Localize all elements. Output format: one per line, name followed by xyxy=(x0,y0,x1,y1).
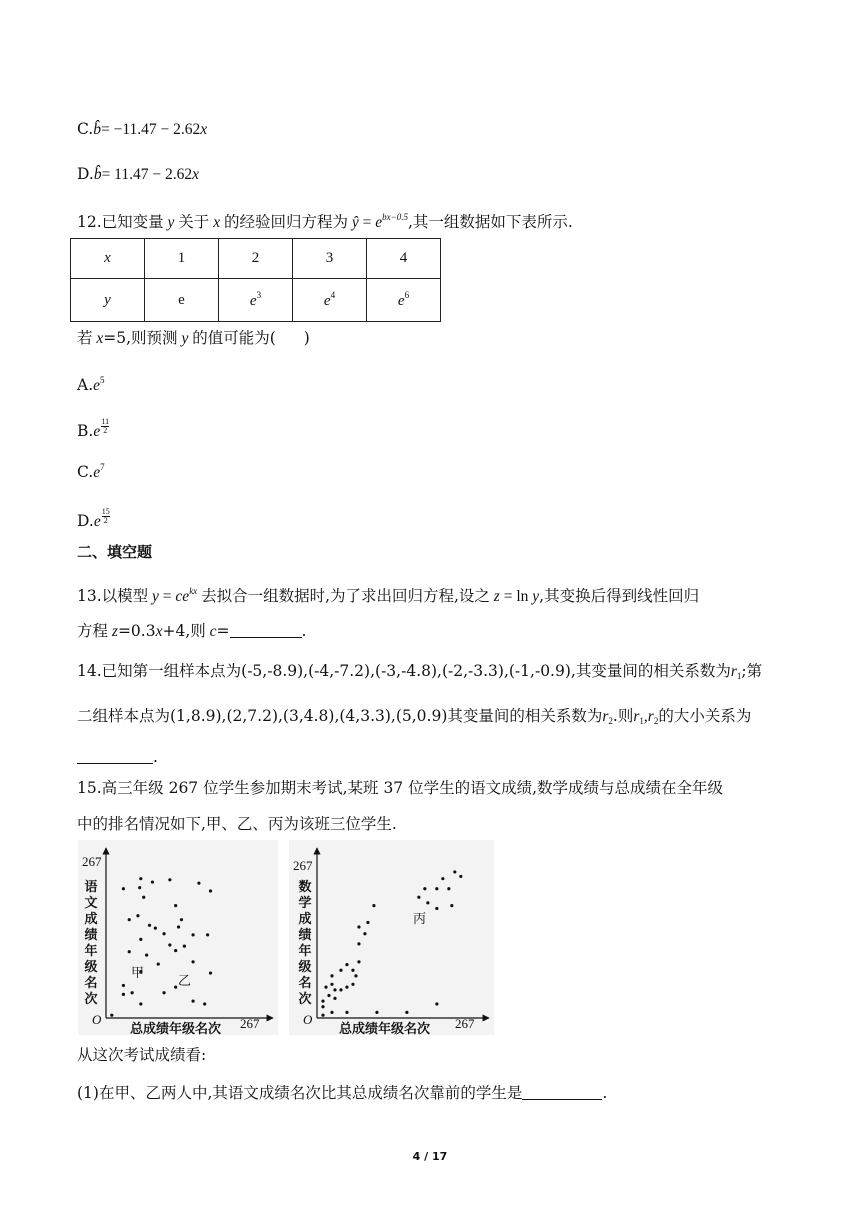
scatter-point xyxy=(122,993,125,996)
question-14-line3: . xyxy=(77,746,158,768)
question-14-line2: 二组样本点为(1,8.9),(2,7.2),(3,4.8),(4,3.3),(5,0.9)其变量间的相关系数为$r_2$.则$r_1,r_2$的大小关系为 xyxy=(77,707,752,726)
scatter-point xyxy=(435,1002,438,1005)
scatter-point xyxy=(110,1014,113,1017)
question-12-ask: 若 x=5,则预测 y 的值可能为( ) xyxy=(77,329,310,347)
scatter-point xyxy=(131,991,134,994)
y-tick-267: 267 xyxy=(293,858,313,873)
scatter-math xyxy=(289,840,494,1035)
option-a: $A.e^5$ xyxy=(77,375,105,394)
data-table xyxy=(70,238,441,322)
page-number: 4 / 17 xyxy=(412,1150,448,1163)
scatter-points xyxy=(110,877,212,1017)
scatter-point xyxy=(191,1000,194,1003)
scatter-point xyxy=(209,889,212,892)
scatter-point xyxy=(174,949,177,952)
scatter-point xyxy=(333,988,336,991)
scatter-point xyxy=(151,880,154,883)
scatter-point xyxy=(357,942,360,945)
scatter-point xyxy=(197,882,200,885)
scatter-point xyxy=(321,1000,324,1003)
question-15: 15.高三年级 267 位学生参加期末考试,某班 37 位学生的语文成绩,数学成绩与总成绩在全年级 xyxy=(77,779,724,797)
scatter-point xyxy=(459,875,462,878)
option-d-12: D.e $\frac{15}{2}$ xyxy=(77,507,110,530)
scatter-point xyxy=(375,1011,378,1014)
scatter-point xyxy=(180,918,183,921)
scatter-point xyxy=(138,886,141,889)
option-b: B.e $\frac{11}{2}$ xyxy=(77,417,110,440)
scatter-point xyxy=(148,924,151,927)
scatter-point xyxy=(366,921,369,924)
scatter-point xyxy=(351,983,354,986)
scatter-point xyxy=(145,953,148,956)
scatter-point xyxy=(357,925,360,928)
section-heading: 二、填空题 xyxy=(77,543,153,561)
scatter-point xyxy=(321,1014,324,1017)
y-axis-label: 语 文 成 绩 年 级 名 次 xyxy=(84,880,98,1007)
scatter-point xyxy=(128,918,131,921)
scatter-points xyxy=(321,870,462,1016)
scatter-point xyxy=(450,904,453,907)
scatter-point xyxy=(209,971,212,974)
b-hat: b̂ xyxy=(93,166,102,183)
scatter-point xyxy=(168,878,171,881)
x-axis-label: 总成绩年级名次 xyxy=(130,1022,222,1037)
scatter-point xyxy=(122,887,125,890)
answer-blank[interactable] xyxy=(77,749,153,764)
option-c: C.b̂= −11.47 − 2.62x xyxy=(77,120,208,138)
option-c-12: $C.e^7$ xyxy=(77,462,105,481)
scatter-point xyxy=(363,932,366,935)
scatter-point xyxy=(351,969,354,972)
scatter-point xyxy=(327,994,330,997)
scatter-point xyxy=(330,1011,333,1014)
scatter-point xyxy=(426,901,429,904)
scatter-point xyxy=(168,943,171,946)
scatter-point xyxy=(162,932,165,935)
scatter-point xyxy=(435,887,438,890)
scatter-point xyxy=(441,877,444,880)
scatter-point xyxy=(183,944,186,947)
scatter-point xyxy=(191,960,194,963)
scatter-point xyxy=(435,907,438,910)
question-13: 13.以模型 $y = ce^{kx}$ 去拟合一组数据时,为了求出回归方程,设之 z = ln y,其变换后得到线性回归 xyxy=(77,586,700,605)
scatter-point xyxy=(417,896,420,899)
scatter-point xyxy=(372,904,375,907)
scatter-point xyxy=(122,984,125,987)
label-bing: 丙 xyxy=(413,912,427,927)
x-tick-267: 267 xyxy=(240,1016,260,1031)
scatter-point xyxy=(330,974,333,977)
scatter-point xyxy=(139,938,142,941)
b-hat: b̂ xyxy=(93,121,101,138)
scatter-point xyxy=(142,896,145,899)
scatter-point xyxy=(139,1002,142,1005)
table-row: y e $e^3$ $e^4$ $e^6$ xyxy=(71,279,441,322)
answer-blank[interactable] xyxy=(522,1085,602,1100)
scatter-point xyxy=(162,991,165,994)
scatter-point xyxy=(321,1005,324,1008)
origin-label: O xyxy=(92,1012,102,1027)
answer-blank[interactable] xyxy=(230,623,302,638)
question-15-sub1: (1)在甲、乙两人中,其语文成绩名次比其总成绩名次靠前的学生是 . xyxy=(77,1084,608,1102)
table-row: x 1 2 3 4 xyxy=(71,239,441,279)
scatter-point xyxy=(191,933,194,936)
scatter-point xyxy=(324,986,327,989)
scatter-point xyxy=(345,963,348,966)
scatter-point xyxy=(405,1011,408,1014)
scatter-point xyxy=(339,969,342,972)
y-tick-267: 267 xyxy=(82,854,102,869)
label-yi: 乙 xyxy=(178,974,192,989)
question-14: 14.已知第一组样本点为(-5,-8.9),(-4,-7.2),(-3,-4.8),(-2,-3.3),(-1,-0.9),其变量间的相关系数为$r_1$;第 xyxy=(77,662,763,681)
scatter-point xyxy=(154,927,157,930)
scatter-chinese-svg xyxy=(78,840,278,1035)
scatter-point xyxy=(330,983,333,986)
scatter-point xyxy=(339,988,342,991)
question-13-line2: 方程 z=0.3x+4,则 c= . xyxy=(77,622,307,640)
scatter-point xyxy=(345,1011,348,1014)
scatter-point xyxy=(174,904,177,907)
scatter-point xyxy=(177,925,180,928)
after-chart-text: 从这次考试成绩看: xyxy=(77,1046,207,1064)
scatter-point xyxy=(174,986,177,989)
x-axis-label: 总成绩年级名次 xyxy=(339,1022,431,1037)
y-axis-label: 数 学 成 绩 年 级 名 次 xyxy=(298,880,312,1007)
question-15-line2: 中的排名情况如下,甲、乙、丙为该班三位学生. xyxy=(77,815,397,833)
scatter-math-svg xyxy=(289,840,494,1035)
option-d: D.b̂= 11.47 − 2.62x xyxy=(77,165,199,183)
scatter-point xyxy=(136,914,139,917)
scatter-chinese xyxy=(78,840,278,1035)
scatter-point xyxy=(345,986,348,989)
scatter-point xyxy=(453,870,456,873)
scatter-point xyxy=(423,887,426,890)
scatter-point xyxy=(333,997,336,1000)
x-tick-267: 267 xyxy=(455,1016,475,1031)
scatter-point xyxy=(128,950,131,953)
scatter-point xyxy=(203,1002,206,1005)
scatter-point xyxy=(206,933,209,936)
origin-label: O xyxy=(303,1012,313,1027)
scatter-point xyxy=(139,877,142,880)
scatter-point xyxy=(357,960,360,963)
scatter-point xyxy=(447,887,450,890)
question-12: 12.已知变量 y 关于 x 的经验回归方程为 ŷ = $e^{bx-0.5}$,其一组数据如下表所示. xyxy=(77,212,573,231)
scatter-point xyxy=(157,962,160,965)
scatter-point xyxy=(354,974,357,977)
label-jia: 甲 xyxy=(131,966,145,981)
